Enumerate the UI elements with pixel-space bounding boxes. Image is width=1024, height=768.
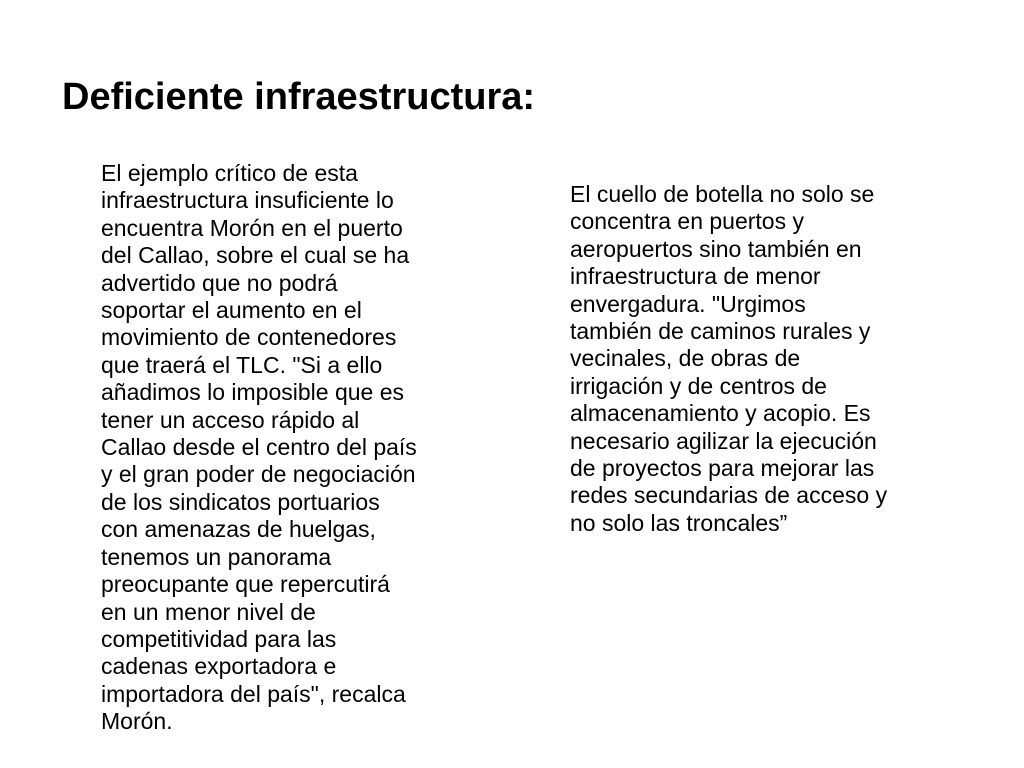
left-paragraph-line: El ejemplo crítico de esta: [101, 160, 358, 186]
left-paragraph-line: competitividad para las: [101, 625, 337, 652]
right-paragraph-line: envergadura. "Urgimos: [570, 290, 806, 317]
right-paragraph-line: redes secundarias de acceso y: [570, 482, 888, 509]
left-paragraph: [101, 160, 501, 736]
right-paragraph-line: almacenamiento y acopio. Es: [570, 400, 871, 427]
left-paragraph-line: soportar el aumento en el: [101, 297, 362, 324]
right-paragraph-line: aeropuertos sino también en: [570, 235, 862, 262]
left-paragraph-line: movimiento de contenedores: [101, 324, 397, 351]
right-paragraph-line: necesario agilizar la ejecución: [570, 427, 877, 454]
right-paragraph-line: El cuello de botella no solo se: [570, 181, 875, 207]
right-paragraph-line: vecinales, de obras de: [570, 345, 801, 372]
right-paragraph-line: concentra en puertos y: [570, 208, 804, 235]
left-paragraph-line: del Callao, sobre el cual se ha: [101, 242, 410, 269]
left-paragraph-line: de los sindicatos portuarios: [101, 488, 380, 515]
left-paragraph-line: advertido que no podrá: [101, 269, 338, 296]
left-paragraph-line: infraestructura insuficiente lo: [101, 187, 394, 214]
right-paragraph-line: también de caminos rurales y: [570, 318, 871, 345]
left-paragraph-line: con amenazas de huelgas,: [101, 516, 376, 543]
left-paragraph-line: que traerá el TLC. "Si a ello: [101, 351, 383, 378]
right-paragraph: [570, 181, 980, 537]
right-paragraph-line: de proyectos para mejorar las: [570, 455, 875, 482]
left-paragraph-line: preocupante que repercutirá: [101, 571, 390, 598]
left-paragraph-line: Callao desde el centro del país: [101, 434, 417, 461]
left-paragraph-line: añadimos lo imposible que es: [101, 379, 405, 406]
right-paragraph-line: no solo las troncales”: [570, 509, 788, 536]
right-paragraph-line: infraestructura de menor: [570, 263, 821, 290]
left-paragraph-line: tenemos un panorama: [101, 543, 332, 570]
right-paragraph-line: irrigación y de centros de: [570, 372, 827, 399]
left-paragraph-line: importadora del país", recalca: [101, 680, 406, 707]
left-paragraph-line: tener un acceso rápido al: [101, 406, 360, 433]
left-paragraph-line: cadenas exportadora e: [101, 653, 337, 680]
left-paragraph-line: y el gran poder de negociación: [101, 461, 416, 488]
slide-title: Deficiente infraestructura:: [62, 76, 536, 118]
left-paragraph-line: Morón.: [101, 708, 173, 735]
left-paragraph-line: encuentra Morón en el puerto: [101, 214, 403, 241]
left-paragraph-line: en un menor nivel de: [101, 598, 316, 625]
